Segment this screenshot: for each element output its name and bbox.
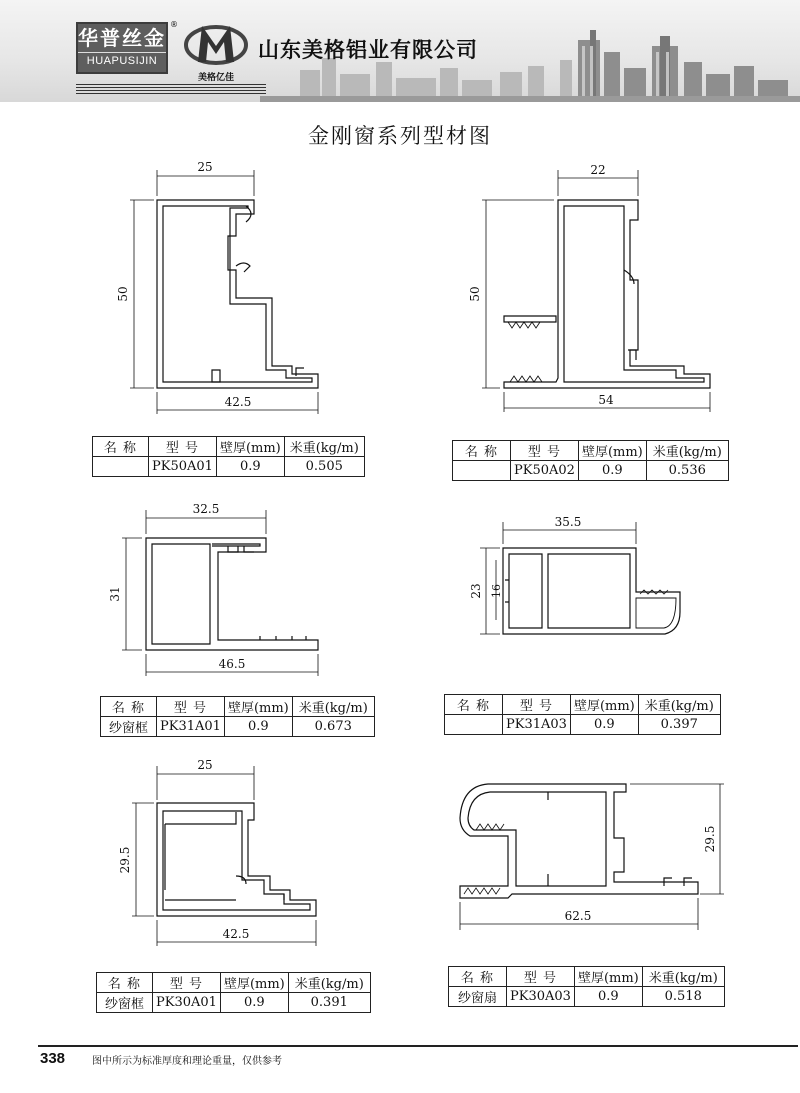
spec-table-pk50a01 bbox=[92, 436, 365, 477]
brand-english-name: HUAPUSIJIN bbox=[78, 52, 166, 69]
footer-rule bbox=[38, 1045, 798, 1047]
page-title: 金刚窗系列型材图 bbox=[308, 124, 492, 148]
cell-weight: 0.518 bbox=[642, 987, 724, 1007]
col-thickness: 壁厚(mm) bbox=[220, 973, 288, 993]
footer-note: 图中所示为标准厚度和理论重量，仅供参考 bbox=[92, 1056, 282, 1067]
logo-subtitle: 美格亿佳 bbox=[197, 73, 234, 83]
dim-pk30a01-side: 29.5 bbox=[118, 846, 132, 874]
dim-pk31a03-top: 35.5 bbox=[554, 515, 582, 529]
profile-pk30a03-drawing bbox=[460, 784, 724, 930]
col-weight: 米重(kg/m) bbox=[646, 441, 728, 461]
col-weight: 米重(kg/m) bbox=[292, 697, 374, 717]
spec-table-pk31a01 bbox=[100, 696, 375, 737]
dim-pk31a01-bottom: 46.5 bbox=[218, 657, 246, 671]
spec-table-pk31a03 bbox=[444, 694, 721, 735]
cell-thickness: 0.9 bbox=[578, 461, 646, 481]
col-name: 名 称 bbox=[101, 697, 157, 717]
col-model: 型 号 bbox=[153, 973, 221, 993]
dim-pk30a03-bottom: 62.5 bbox=[564, 909, 592, 923]
col-model: 型 号 bbox=[157, 697, 225, 717]
col-model: 型 号 bbox=[503, 695, 571, 715]
spec-table-pk50a02 bbox=[452, 440, 729, 481]
cell-name bbox=[445, 715, 503, 735]
col-model: 型 号 bbox=[511, 441, 579, 461]
col-thickness: 壁厚(mm) bbox=[578, 441, 646, 461]
spec-table-pk30a03 bbox=[448, 966, 725, 1007]
cell-model: PK30A03 bbox=[507, 987, 575, 1007]
col-weight: 米重(kg/m) bbox=[288, 973, 370, 993]
profile-pk31a01-drawing bbox=[122, 510, 318, 676]
cell-name: 纱窗扇 bbox=[449, 987, 507, 1007]
profile-pk30a01-drawing bbox=[132, 766, 316, 946]
dim-pk30a03-side: 29.5 bbox=[703, 825, 717, 853]
cell-model: PK30A01 bbox=[153, 993, 221, 1013]
cell-thickness: 0.9 bbox=[220, 993, 288, 1013]
registered-mark: ® bbox=[170, 20, 178, 29]
cell-thickness: 0.9 bbox=[574, 987, 642, 1007]
cell-name bbox=[93, 457, 149, 477]
cell-weight: 0.391 bbox=[288, 993, 370, 1013]
cell-model: PK50A01 bbox=[149, 457, 217, 477]
cell-weight: 0.397 bbox=[638, 715, 720, 735]
col-thickness: 壁厚(mm) bbox=[574, 967, 642, 987]
col-name: 名 称 bbox=[97, 973, 153, 993]
dim-pk50a02-bottom: 54 bbox=[598, 393, 614, 407]
dim-pk31a01-top: 32.5 bbox=[192, 502, 220, 516]
dim-pk50a01-bottom: 42.5 bbox=[224, 395, 252, 409]
company-name: 山东美格铝业有限公司 bbox=[258, 38, 478, 62]
cell-thickness: 0.9 bbox=[224, 717, 292, 737]
dim-pk31a01-side: 31 bbox=[108, 586, 122, 602]
col-name: 名 称 bbox=[93, 437, 149, 457]
dim-pk31a03-side: 23 bbox=[469, 583, 483, 599]
col-weight: 米重(kg/m) bbox=[642, 967, 724, 987]
spec-table-pk30a01 bbox=[96, 972, 371, 1013]
col-name: 名 称 bbox=[449, 967, 507, 987]
col-thickness: 壁厚(mm) bbox=[216, 437, 284, 457]
dim-pk50a01-side: 50 bbox=[116, 286, 130, 302]
cell-model: PK31A01 bbox=[157, 717, 225, 737]
col-weight: 米重(kg/m) bbox=[638, 695, 720, 715]
cell-model: PK50A02 bbox=[511, 461, 579, 481]
cell-weight: 0.536 bbox=[646, 461, 728, 481]
cell-name: 纱窗框 bbox=[97, 993, 153, 1013]
col-thickness: 壁厚(mm) bbox=[224, 697, 292, 717]
col-name: 名 称 bbox=[453, 441, 511, 461]
cell-model: PK31A03 bbox=[503, 715, 571, 735]
dim-pk50a01-top: 25 bbox=[197, 160, 213, 174]
cell-weight: 0.673 bbox=[292, 717, 374, 737]
cell-name bbox=[453, 461, 511, 481]
cell-thickness: 0.9 bbox=[216, 457, 284, 477]
page-number: 338 bbox=[40, 1050, 66, 1067]
dim-pk50a02-side: 50 bbox=[468, 286, 482, 302]
col-thickness: 壁厚(mm) bbox=[570, 695, 638, 715]
profile-pk50a02-drawing bbox=[482, 170, 710, 412]
dim-pk31a03-inner: 16 bbox=[490, 584, 503, 598]
profile-pk31a03-drawing bbox=[480, 522, 680, 634]
profile-pk50a01-drawing bbox=[130, 170, 318, 414]
brand-chinese-name: 华普丝金 bbox=[78, 26, 166, 50]
dim-pk30a01-bottom: 42.5 bbox=[222, 927, 250, 941]
dim-pk50a02-top: 22 bbox=[590, 163, 606, 177]
col-model: 型 号 bbox=[507, 967, 575, 987]
col-name: 名 称 bbox=[445, 695, 503, 715]
dim-pk30a01-top: 25 bbox=[197, 758, 213, 772]
col-weight: 米重(kg/m) bbox=[284, 437, 364, 457]
cell-weight: 0.505 bbox=[284, 457, 364, 477]
cell-thickness: 0.9 bbox=[570, 715, 638, 735]
col-model: 型 号 bbox=[149, 437, 217, 457]
cell-name: 纱窗框 bbox=[101, 717, 157, 737]
